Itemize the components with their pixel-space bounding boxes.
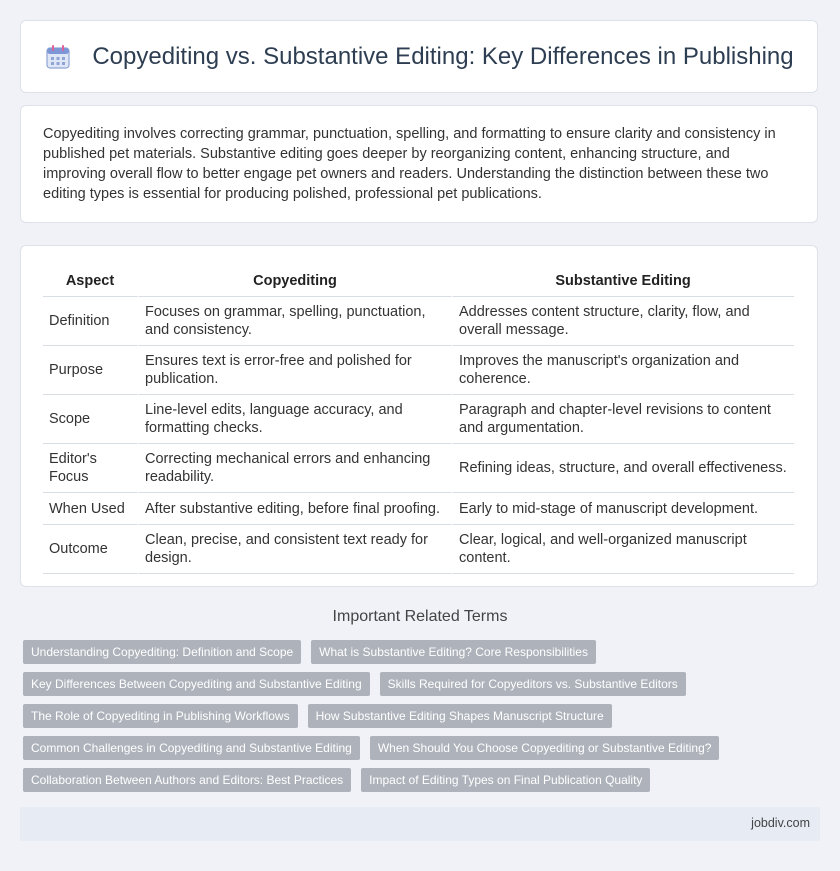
header-copyediting: Copyediting: [139, 264, 453, 297]
cell-substantive: Addresses content structure, clarity, flow, and overall message.: [453, 297, 795, 346]
comparison-card: [20, 245, 818, 587]
cell-substantive: Improves the manuscript's organization and coherence.: [453, 346, 795, 395]
page-title: Copyediting vs. Substantive Editing: Key Differences in Publishing: [92, 42, 794, 70]
cell-aspect: Purpose: [43, 346, 139, 395]
cell-copyediting: After substantive editing, before final proofing.: [139, 493, 453, 525]
cell-copyediting: Line-level edits, language accuracy, and formatting checks.: [139, 395, 453, 444]
related-term-link[interactable]: What is Substantive Editing? Core Responsibilities: [311, 640, 596, 664]
related-term-link[interactable]: Impact of Editing Types on Final Publication Quality: [361, 768, 650, 792]
related-term-link[interactable]: Skills Required for Copyeditors vs. Substantive Editors: [380, 672, 686, 696]
cell-aspect: Editor's Focus: [43, 444, 139, 493]
related-term-link[interactable]: The Role of Copyediting in Publishing Workflows: [23, 704, 298, 728]
header-card: [20, 20, 818, 93]
cell-aspect: Definition: [43, 297, 139, 346]
cell-copyediting: Ensures text is error-free and polished for publication.: [139, 346, 453, 395]
cell-aspect: Outcome: [43, 525, 139, 574]
intro-card: [20, 105, 818, 223]
cell-substantive: Refining ideas, structure, and overall effectiveness.: [453, 444, 795, 493]
related-terms-list: [23, 640, 823, 800]
related-term-link[interactable]: When Should You Choose Copyediting or Substantive Editing?: [370, 736, 720, 760]
header-aspect: Aspect: [43, 264, 139, 297]
intro-text: Copyediting involves correcting grammar, punctuation, spelling, and formatting to ensure clarity and consistency in published pet materials. Substantive editing goes deeper by reorganizing content, enhancing structure, and improving overall flow to better engage pet owners and readers. Understanding the distinction between these two editing types is essential for producing polished, professional pet publications.: [43, 126, 776, 202]
cell-aspect: Scope: [43, 395, 139, 444]
table-row: [43, 444, 795, 493]
header-substantive: Substantive Editing: [453, 264, 795, 297]
related-term-link[interactable]: Understanding Copyediting: Definition and Scope: [23, 640, 301, 664]
cell-substantive: Paragraph and chapter-level revisions to content and argumentation.: [453, 395, 795, 444]
table-row: [43, 493, 795, 525]
cell-substantive: Clear, logical, and well-organized manuscript content.: [453, 525, 795, 574]
related-term-link[interactable]: Key Differences Between Copyediting and Substantive Editing: [23, 672, 370, 696]
calendar-icon: [44, 43, 72, 71]
cell-substantive: Early to mid-stage of manuscript development.: [453, 493, 795, 525]
footer-site[interactable]: jobdiv.com: [751, 816, 810, 830]
table-row: [43, 395, 795, 444]
related-term-link[interactable]: Collaboration Between Authors and Editors: Best Practices: [23, 768, 351, 792]
cell-copyediting: Focuses on grammar, spelling, punctuation, and consistency.: [139, 297, 453, 346]
table-row: [43, 297, 795, 346]
cell-aspect: When Used: [43, 493, 139, 525]
table-row: [43, 346, 795, 395]
footer: [20, 807, 820, 841]
cell-copyediting: Clean, precise, and consistent text ready for design.: [139, 525, 453, 574]
related-term-link[interactable]: Common Challenges in Copyediting and Substantive Editing: [23, 736, 360, 760]
related-terms-title: Important Related Terms: [332, 608, 508, 625]
related-term-link[interactable]: How Substantive Editing Shapes Manuscript Structure: [308, 704, 612, 728]
table-row: [43, 525, 795, 574]
comparison-table: [43, 264, 795, 574]
cell-copyediting: Correcting mechanical errors and enhancing readability.: [139, 444, 453, 493]
